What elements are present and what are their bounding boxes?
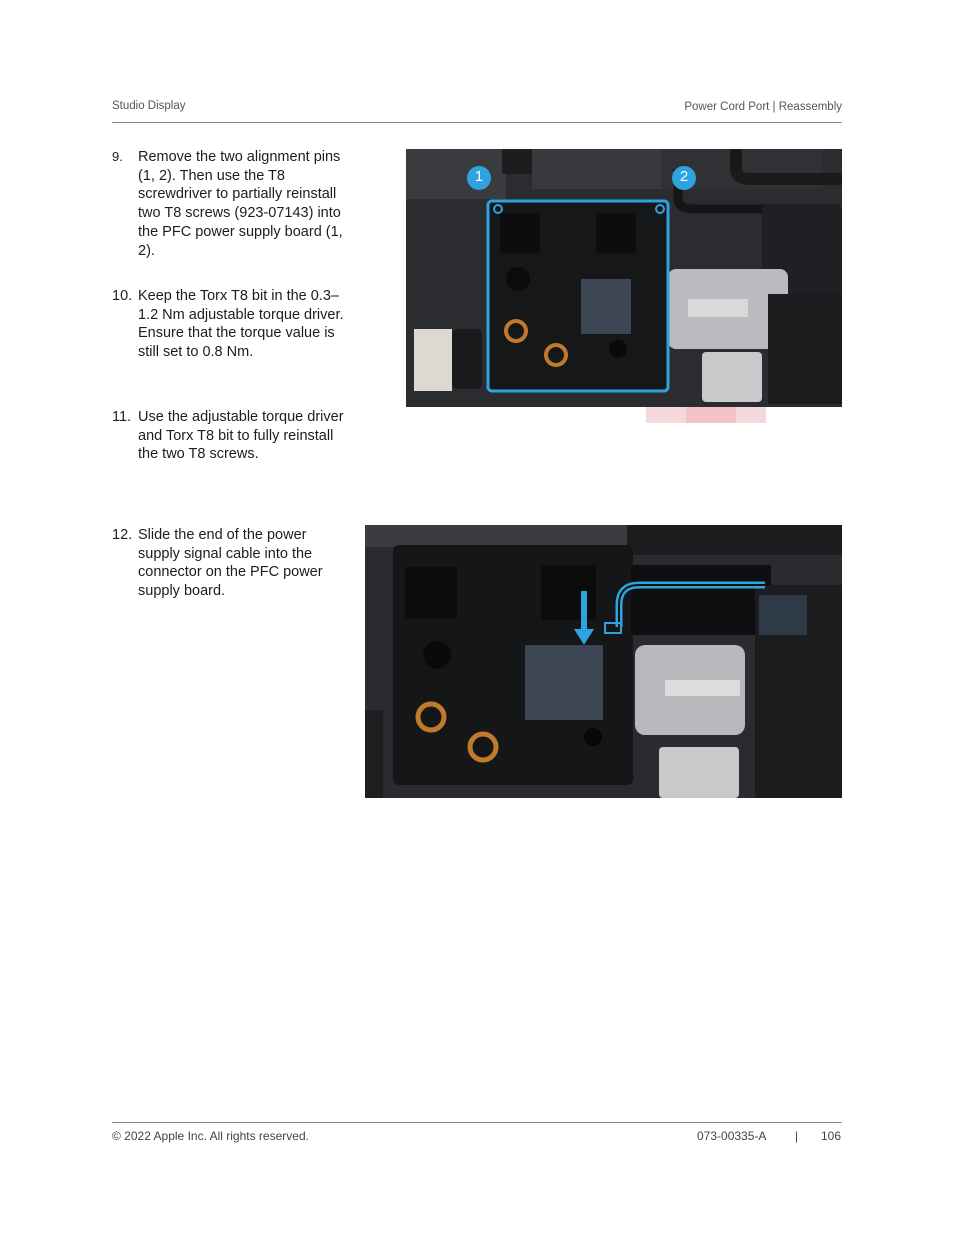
step-9 xyxy=(112,148,352,260)
footer-doc-number: 073-00335-A xyxy=(697,1129,767,1143)
footer-separator: | xyxy=(795,1129,799,1143)
footer-copyright: © 2022 Apple Inc. All rights reserved. xyxy=(112,1129,309,1143)
step-text: Keep the Torx T8 bit in the 0.3–1.2 Nm adjustable torque driver. Ensure that the torque value is still set to 0.8 Nm. xyxy=(138,288,344,361)
callout-2: 2 xyxy=(679,168,689,185)
step-number: 9. xyxy=(112,149,123,164)
callout-1: 1 xyxy=(474,168,484,185)
footer-page-number: 106 xyxy=(821,1129,842,1143)
step-12 xyxy=(112,526,352,601)
step-text: Use the adjustable torque driver and Torx T8 bit to fully reinstall the two T8 screws. xyxy=(138,409,344,463)
figure-pfc-board-screws xyxy=(406,149,842,423)
signal-cable-photo xyxy=(365,525,842,798)
figure-signal-cable xyxy=(365,525,842,798)
step-10 xyxy=(112,287,352,362)
step-11 xyxy=(112,408,352,464)
step-text: Slide the end of the power supply signal cable into the connector on the PFC power supply board. xyxy=(138,527,323,600)
header-rule xyxy=(112,122,842,123)
header-doc-title: Studio Display xyxy=(112,100,186,112)
footer-rule xyxy=(112,1122,842,1123)
step-number: 10. xyxy=(112,288,133,304)
step-number: 11. xyxy=(112,409,132,425)
step-number: 12. xyxy=(112,527,133,543)
step-text: Remove the two alignment pins (1, 2). Then use the T8 screwdriver to partially reinstall two T8 screws (923-07143) into the PFC power supply board (1, 2). xyxy=(138,149,343,259)
header-section-title: Power Cord Port | Reassembly xyxy=(684,101,842,113)
pfc-board-photo xyxy=(406,149,842,423)
